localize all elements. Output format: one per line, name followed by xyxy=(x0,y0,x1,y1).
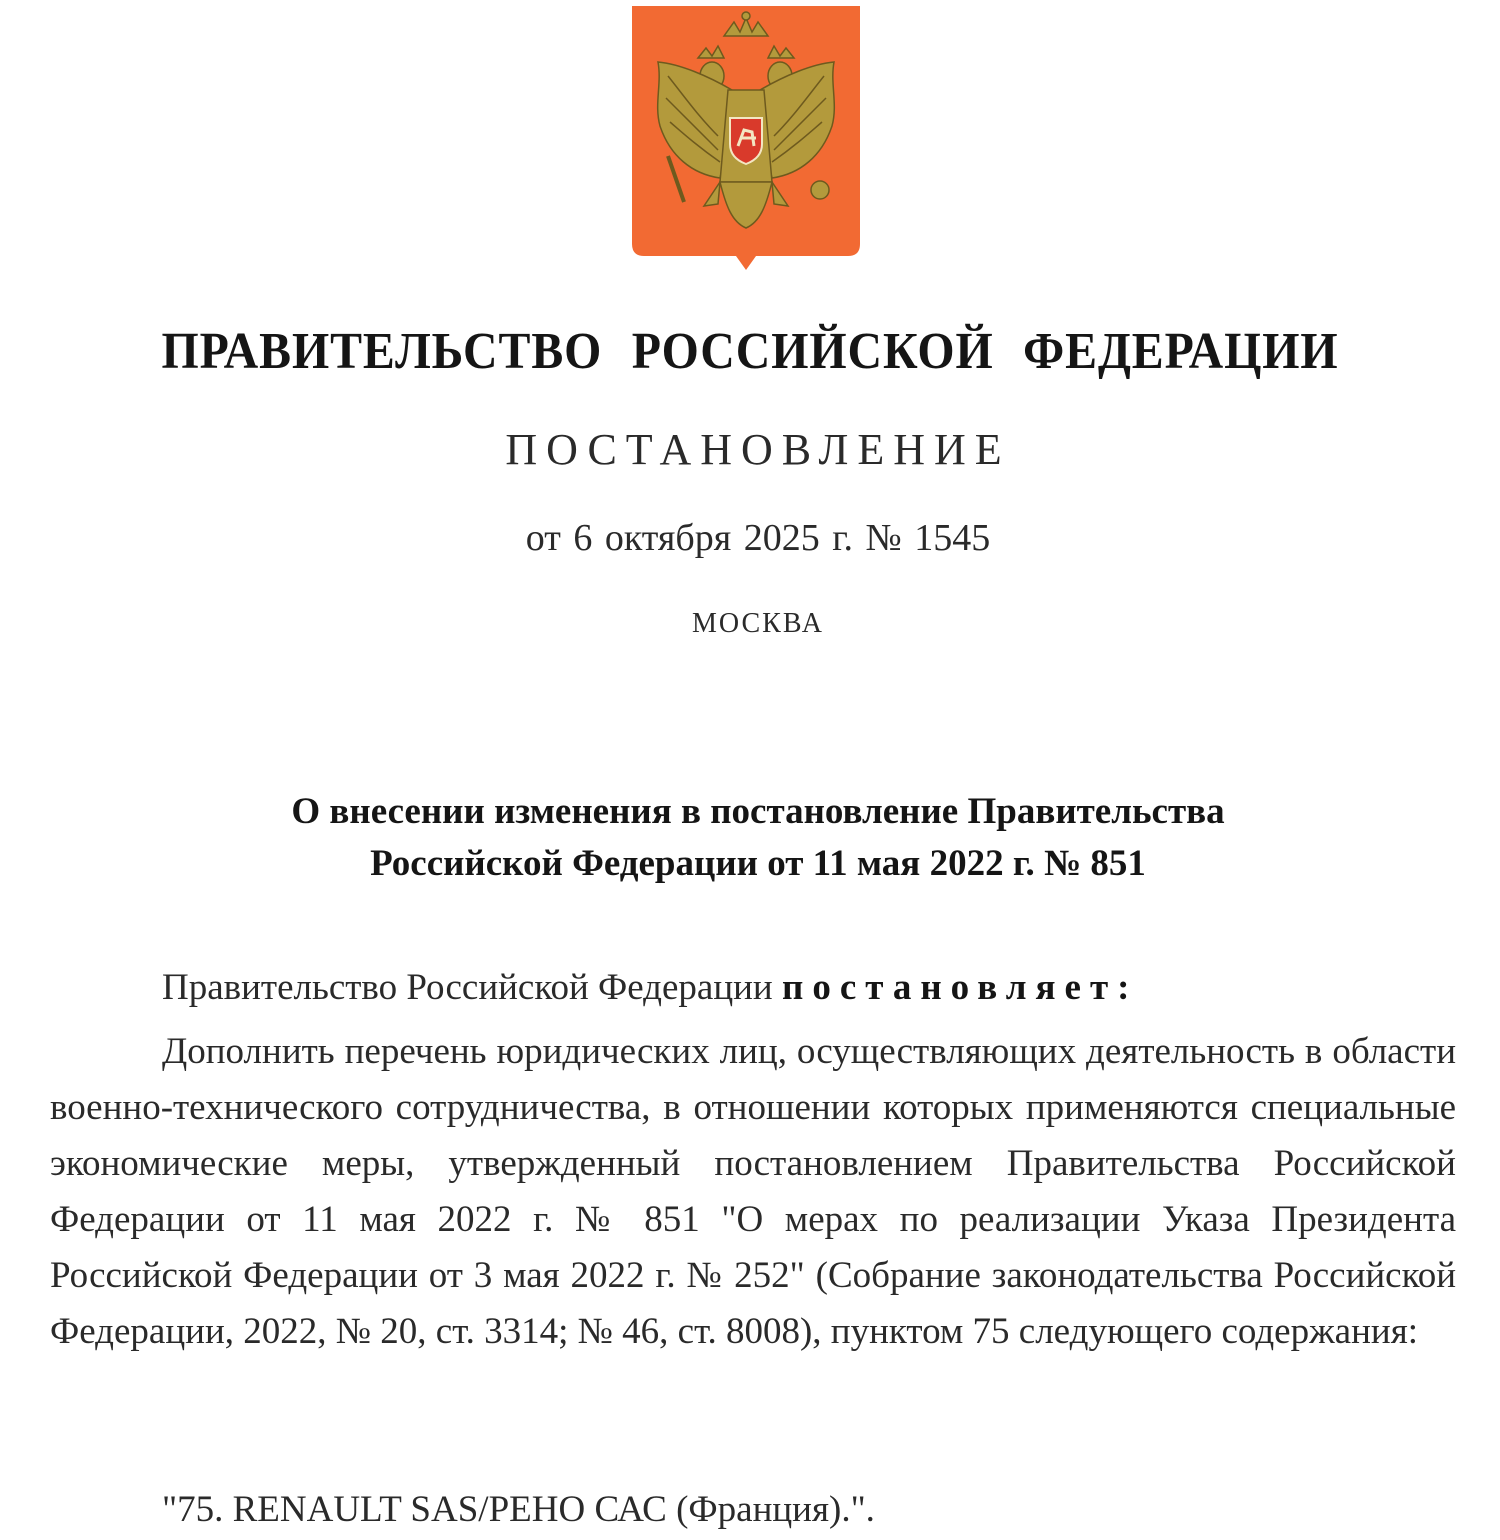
subject-line-1: О внесении изменения в постановление Правительства xyxy=(291,791,1225,832)
list-item-75: "75. RENAULT SAS/РЕНО САС (Франция).". xyxy=(162,1489,875,1530)
government-title: ПРАВИТЕЛЬСТВО РОССИЙСКОЙ ФЕДЕРАЦИИ xyxy=(161,323,1339,380)
document-subject xyxy=(0,786,1500,890)
preamble-resolves: постановляет: xyxy=(782,967,1139,1008)
subject-line-2: Российской Федерации от 11 мая 2022 г. № 851 xyxy=(370,843,1146,884)
document-city: МОСКВА xyxy=(692,608,824,639)
document-date-number: от 6 октября 2025 г. № 1545 xyxy=(525,517,991,559)
russian-coat-of-arms-icon xyxy=(628,6,864,274)
document-type: ПОСТАНОВЛЕНИЕ xyxy=(505,425,1011,474)
main-paragraph: Дополнить перечень юридических лиц, осуществляющих деятельность в области военно-технического сотрудничества, в отношении которых применяются специальные экономические меры, утвержденный постановлением Правительства Российской Федерации от 11 мая 2022 г. № 851 "О мерах по реализации Указа Президента Российской Федерации от 3 мая 2022 г. № 252" (Собрание законодательства Российской Федерации, 2022, № 20, ст. 3314; № 46, ст. 8008), пунктом 75 следующего содержания: xyxy=(50,1031,1456,1352)
preamble xyxy=(50,966,1456,1009)
preamble-text: Правительство Российской Федерации xyxy=(162,967,782,1008)
